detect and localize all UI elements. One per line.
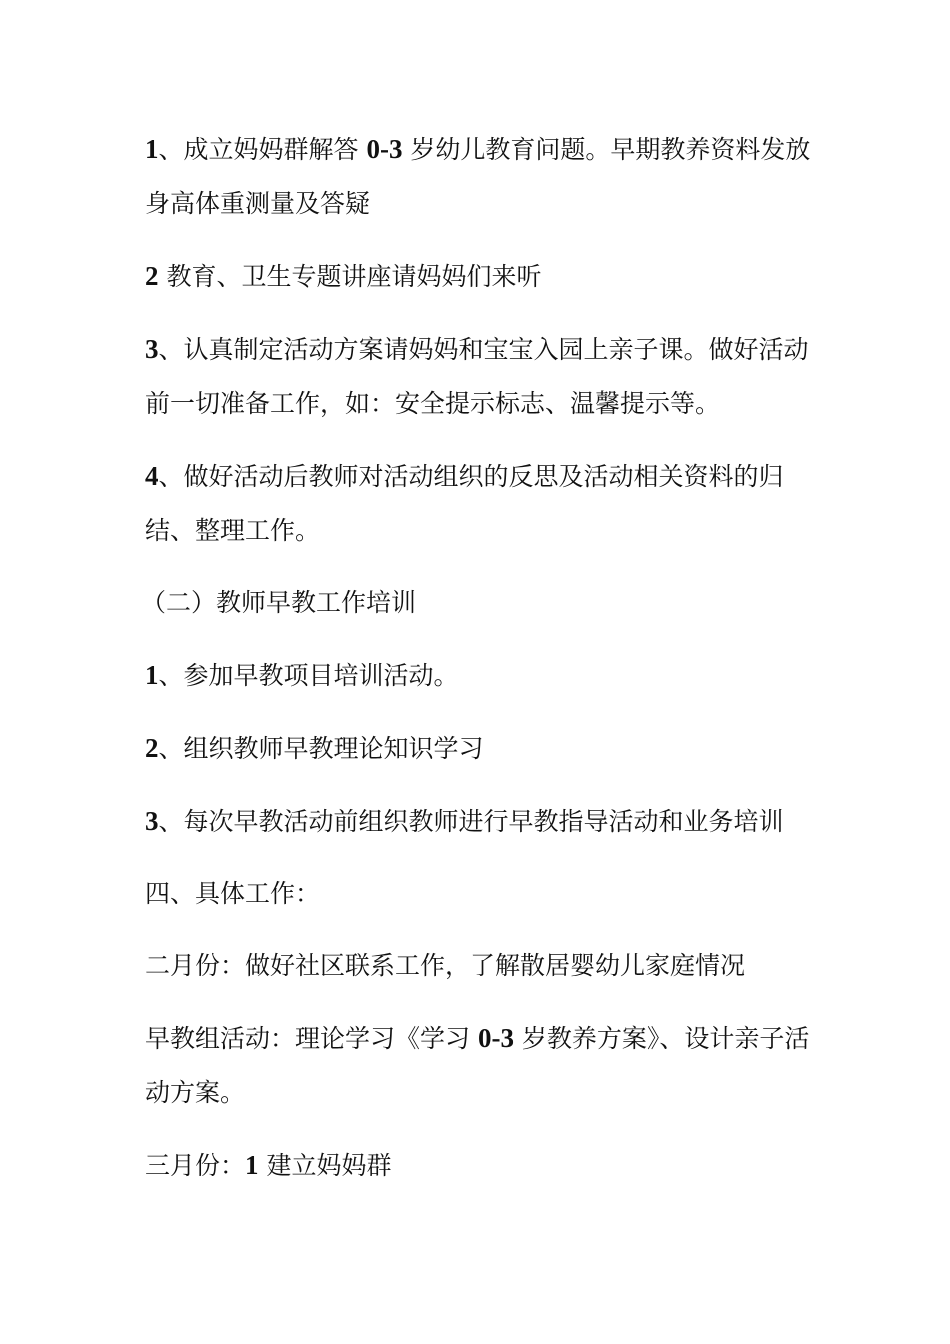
section-heading-text: （二）教师早教工作培训 [141,588,417,617]
paragraph-text: 、组织教师早教理论知识学习 [158,734,484,763]
item-number: 1 [145,660,159,690]
paragraph-item-1 [145,122,836,231]
age-range: 0-3 [366,134,403,164]
paragraph-text: 教育、卫生专题讲座请妈妈们来听 [158,262,542,291]
paragraph-text: 建立妈妈群 [258,1151,392,1180]
age-range: 0-3 [477,1023,514,1053]
paragraph-text: 岁幼儿教育问题。早期教养资料发放 身高体重测量及答疑 [145,135,836,218]
paragraph-text: 三月份： [145,1151,246,1180]
paragraph-item-4 [145,449,815,558]
paragraph-item-3 [145,322,815,431]
item-number: 2 [145,261,159,291]
item-number: 3 [145,806,159,836]
paragraph-february [145,939,815,993]
item-number: 1 [245,1150,259,1180]
item-number: 1 [145,134,159,164]
paragraph-early-edu-group [145,1011,815,1120]
document-page [141,122,836,1211]
paragraph-training-2 [145,721,815,776]
paragraph-text: 、做好活动后教师对活动组织的反思及活动相关资料的归结、整理工作。 [145,462,784,545]
section-heading-text: 四、具体工作： [145,879,321,908]
paragraph-text: 、每次早教活动前组织教师进行早教指导活动和业务培训 [158,807,784,836]
paragraph-text: 早教组活动：理论学习《学习 [145,1024,478,1053]
paragraph-item-2 [145,249,815,304]
paragraph-training-1 [145,648,815,703]
paragraph-march [145,1138,815,1193]
paragraph-text: 二月份：做好社区联系工作，了解散居婴幼儿家庭情况 [145,951,746,980]
section-heading-specific-work [145,867,815,921]
paragraph-text: 岁教养方案》、设计亲子活动方案。 [145,1024,810,1107]
item-number: 3 [145,334,159,364]
paragraph-training-3 [145,794,815,849]
paragraph-text: 、参加早教项目培训活动。 [158,661,459,690]
section-heading-teacher-training [141,576,815,630]
item-number: 4 [145,461,159,491]
paragraph-text: 、成立妈妈群解答 [158,135,367,164]
item-number: 2 [145,733,159,763]
paragraph-text: 、认真制定活动方案请妈妈和宝宝入园上亲子课。做好活动前一切准备工作，如：安全提示标志、温馨提示等。 [145,335,809,418]
